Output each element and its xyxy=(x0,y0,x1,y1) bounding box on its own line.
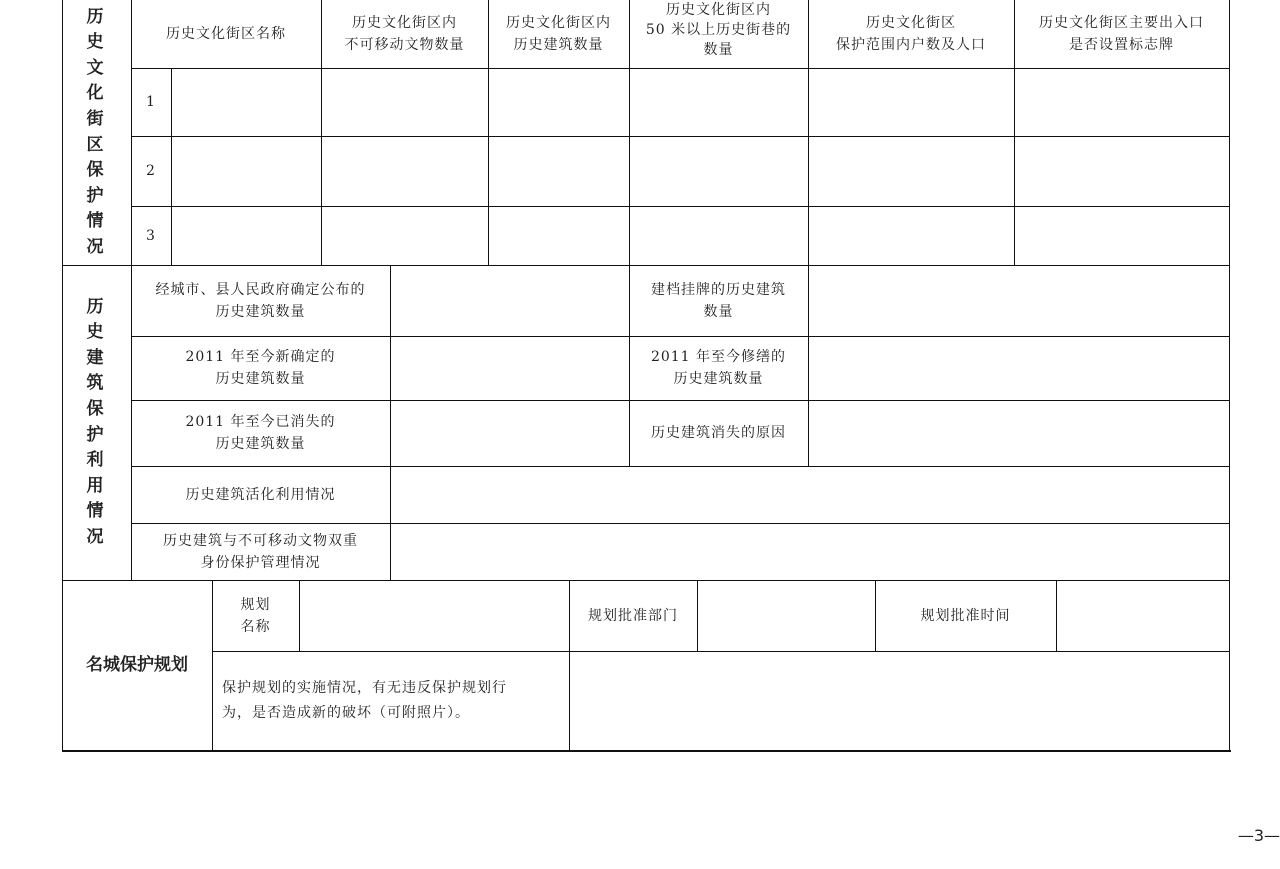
label-lost-since-2011: 2011 年至今已消失的 历史建筑数量 xyxy=(185,414,336,452)
label-plaque-count: 建档挂牌的历史建筑 数量 xyxy=(651,281,786,320)
rule xyxy=(808,265,809,466)
rule xyxy=(1229,0,1230,752)
row-number: 3 xyxy=(146,227,156,244)
rule xyxy=(390,265,391,580)
label-lost-reason: 历史建筑消失的原因 xyxy=(651,425,786,441)
label-dual-identity: 历史建筑与不可移动文物双重 身份保护管理情况 xyxy=(163,532,358,571)
label-approval-time: 规划批准时间 xyxy=(920,607,1011,624)
rule xyxy=(131,68,1230,69)
row-number: 1 xyxy=(146,94,156,110)
label-implementation: 保护规划的实施情况，有无违反保护规划行 为，是否造成新的破坏（可附照片）。 xyxy=(222,679,507,721)
rule xyxy=(62,750,1231,752)
header-households-population: 历史文化街区 保护范围内户数及人口 xyxy=(836,15,986,53)
header-district-name: 历史文化街区名称 xyxy=(166,26,286,42)
page-number: —3— xyxy=(1237,826,1280,845)
rule xyxy=(131,206,1230,207)
header-historic-buildings: 历史文化街区内 历史建筑数量 xyxy=(506,15,611,53)
row-number: 2 xyxy=(146,163,156,179)
section-title-district: 历史文化街区保护情况 xyxy=(86,6,104,257)
rule xyxy=(697,580,698,651)
rule xyxy=(1056,580,1057,651)
label-plan-name: 规划 名称 xyxy=(240,596,271,635)
label-approval-dept: 规划批准部门 xyxy=(588,607,678,624)
label-activation-use: 历史建筑活化利用情况 xyxy=(185,486,336,503)
section-title-buildings: 历史建筑保护利用情况 xyxy=(86,296,104,547)
label-announced-count: 经城市、县人民政府确定公布的 历史建筑数量 xyxy=(155,281,366,320)
rule xyxy=(299,580,300,651)
header-entrance-signs: 历史文化街区主要出入口 是否设置标志牌 xyxy=(1039,15,1204,53)
section-title-plan: 名城保护规划 xyxy=(86,655,188,675)
rule xyxy=(171,68,172,265)
header-historic-streets: 历史文化街区内 50 米以上历史街巷的 数量 xyxy=(645,2,792,58)
label-repaired-since-2011: 2011 年至今修缮的 历史建筑数量 xyxy=(650,349,787,387)
rule xyxy=(131,136,1230,137)
header-immovable-relics: 历史文化街区内 不可移动文物数量 xyxy=(344,15,465,53)
label-new-since-2011: 2011 年至今新确定的 历史建筑数量 xyxy=(185,349,336,387)
